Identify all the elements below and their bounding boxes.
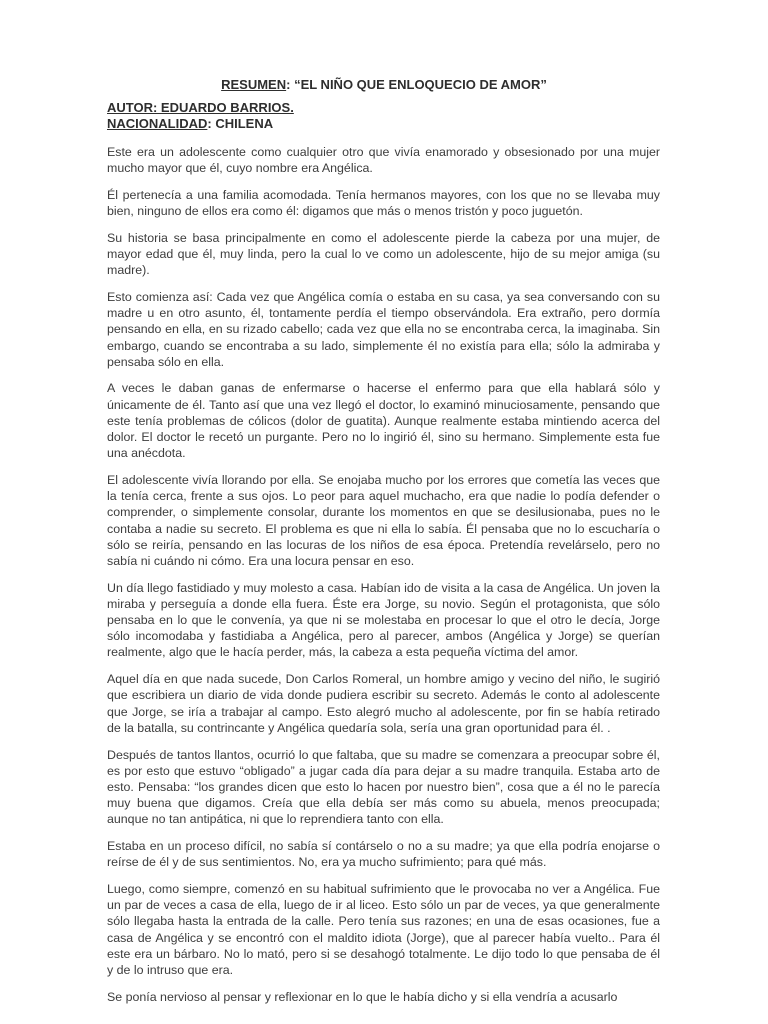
title-label: RESUMEN xyxy=(221,77,287,92)
nationality-label: NACIONALIDAD xyxy=(107,116,208,131)
paragraph-11: Luego, como siempre, comenzó en su habitual sufrimiento que le provocaba no ver a Angélica. Fue un par de veces a casa de ella, luego de ir al liceo. Esto sólo un par de veces, ya que generalmente sólo llegaba hasta la entrada de la calle. Pero tenía sus razones; en una de esas ocasiones, fue a casa de Angélica y se encontró con el maldito idiota (Jorge), que al parecer había vuelto.. Para él este era un bárbaro. No lo mató, pero si se desahogó totalmente. Le dijo todo lo que pensaba de él y de lo intruso que era. xyxy=(107,881,660,977)
paragraph-6: El adolescente vivía llorando por ella. Se enojaba mucho por los errores que cometía las veces que la tenía cerca, frente a sus ojos. Lo peor para aquel muchacho, era que nadie lo podía defender o comprender, o simplemente consolar, durante los momentos en que se desilusionaba, pues no le contaba a nadie su secreto. El problema es que ni ella lo sabía. Él pensaba que no lo escucharía o sólo se reiría, pensando en las locuras de los niños de esa época. Pretendía revelárselo, pero no sabía ni cuándo ni cómo. Era una locura pensar en eso. xyxy=(107,472,660,568)
paragraph-5: A veces le daban ganas de enfermarse o hacerse el enfermo para que ella hablará sólo y únicamente de él. Tanto así que una vez llegó el doctor, lo examinó minuciosamente, pensando que este tenía problemas de cólicos (dolor de guatita). Aunque realmente estaba mintiendo acerca del dolor. El doctor le recetó un purgante. Pero no lo ingirió él, sino su hermano. Simplemente esta fue una anécdota. xyxy=(107,381,660,461)
paragraph-9: Después de tantos llantos, ocurrió lo que faltaba, que su madre se comenzara a preocupar sobre él, es por esto que estuvo “obligado” a jugar cada día para dejar a su madre tranquila. Estaba arto de esto. Pensaba: “los grandes dicen que esto lo hacen por nuestro bien”, cosa que a él no le parecía muy buena que digamos. Creía que ella debía ser más como su abuela, menos preocupada; aunque no tan antipática, ni que lo reprendiera tanto con ella. xyxy=(107,747,660,827)
document-body xyxy=(107,144,660,1015)
paragraph-10: Estaba en un proceso difícil, no sabía sí contárselo o no a su madre; ya que ella podría enojarse o reírse de él y de sus sentimientos. No, era ya mucho sufrimiento; para qué más. xyxy=(107,839,660,870)
paragraph-8: Aquel día en que nada sucede, Don Carlos Romeral, un hombre amigo y vecino del niño, le sugirió que escribiera un diario de vida donde pudiera escribir su secreto. Además le conto al adolescente que Jorge, se iría a trabajar al campo. Esto alegró mucho al adolescente, por fin se había retirado de la batalla, su contrincante y Angélica quedaría sola, sería una gran oportunidad para él. . xyxy=(107,672,660,735)
title-text: : “EL NIÑO QUE ENLOQUECIO DE AMOR” xyxy=(286,77,547,92)
author-line xyxy=(107,100,294,115)
paragraph-12: Se ponía nervioso al pensar y reflexionar en lo que le había dicho y si ella vendría a acusarlo xyxy=(107,989,618,1004)
author-value: : EDUARDO BARRIOS. xyxy=(152,100,294,115)
paragraph-2: Él pertenecía a una familia acomodada. Tenía hermanos mayores, con los que no se llevaba muy bien, ninguno de ellos era como él: digamos que más o menos tristón y poco juguetón. xyxy=(107,187,660,219)
paragraph-7: Un día llego fastidiado y muy molesto a casa. Habían ido de visita a la casa de Angélica. Un joven la miraba y perseguía a donde ella fuera. Éste era Jorge, su novio. Según el protagonista, que sólo pensaba en lo que le convenía, ya que ni se molestaba en procesar lo que el otro le decía, Jorge sólo incomodaba y fastidiaba a Angélica, pero al parecer, ambos (Angélica y Jorge) se querían realmente, algo que le hacía perder, más, la cabeza a esta pequeña víctima del amor. xyxy=(107,580,660,660)
document-title xyxy=(0,77,768,92)
nationality-line xyxy=(107,116,273,131)
paragraph-4: Esto comienza así: Cada vez que Angélica comía o estaba en su casa, ya sea conversando con su madre u en otro asunto, él, tontamente perdía el tiempo observándola. Era extraño, pero dormía pensando en ella, en su rizado cabello; cada vez que ella no se encontraba cerca, la imaginaba. Sin embargo, cuando se encontraba a su lado, simplemente él no existía para ella; sólo la admiraba y pensaba sólo en ella. xyxy=(107,289,660,369)
paragraph-3: Su historia se basa principalmente en como el adolescente pierde la cabeza por una mujer, de mayor edad que él, muy linda, pero la cual lo ve como un adolescente, hijo de su mejor amiga (su madre). xyxy=(107,230,660,278)
paragraph-1: Este era un adolescente como cualquier otro que vivía enamorado y obsesionado por una mujer mucho mayor que él, cuyo nombre era Angélica. xyxy=(107,145,660,176)
nationality-value: : CHILENA xyxy=(207,116,274,131)
author-label: AUTOR xyxy=(107,100,153,115)
